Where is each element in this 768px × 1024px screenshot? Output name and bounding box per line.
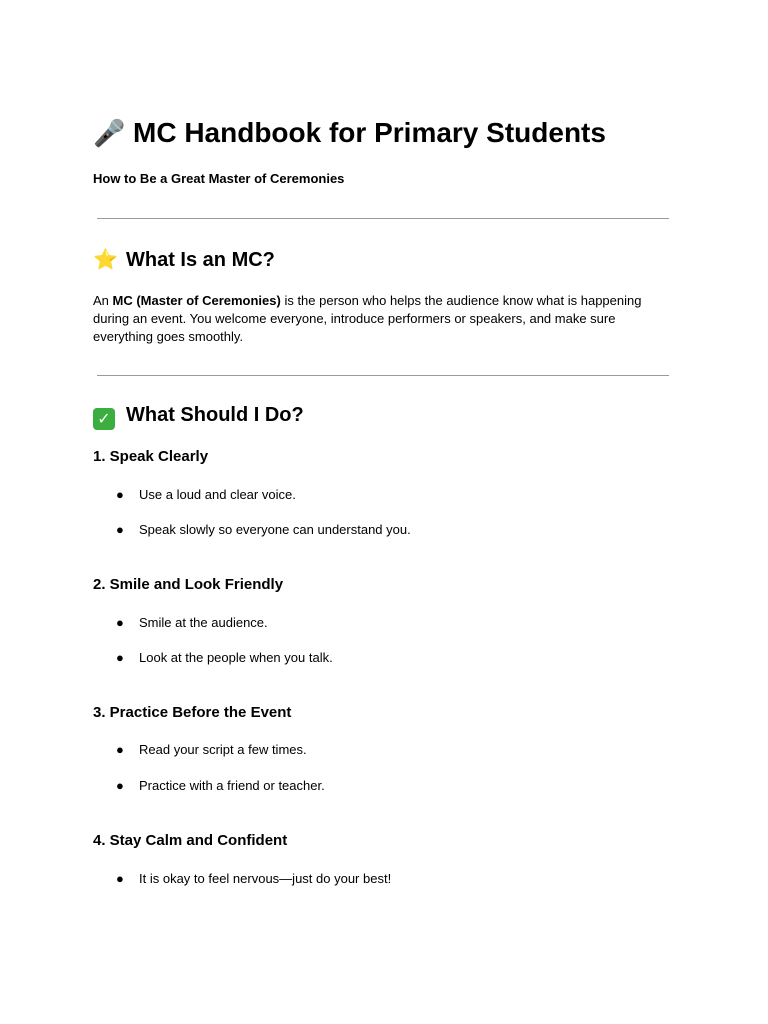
list-item-text: It is okay to feel nervous—just do your best! [139, 871, 392, 886]
paragraph-text: is the person who helps the audience know what is happening during an event. You welcome everyone, introduce performers or speakers, and make sure everything goes smoothly. [93, 293, 642, 344]
divider [97, 218, 669, 219]
section-heading-what-is-mc [93, 245, 275, 274]
list-item-text: Read your script a few times. [139, 742, 307, 757]
bullet-icon: ● [116, 778, 124, 793]
bullet-icon: ● [116, 650, 124, 665]
bullet-icon: ● [116, 871, 124, 886]
microphone-icon: 🎤 [93, 119, 126, 149]
document-title [93, 114, 606, 153]
mc-definition-paragraph [93, 292, 673, 346]
tip-heading: 3. Practice Before the Event [93, 704, 292, 721]
check-mark-icon: ✓ [93, 408, 115, 430]
tip-heading: 1. Speak Clearly [93, 448, 209, 465]
section-heading-text: What Is an MC? [126, 249, 275, 271]
list-item-text: Speak slowly so everyone can understand you. [139, 522, 411, 537]
tip-heading: 4. Stay Calm and Confident [93, 832, 288, 849]
tip-heading: 2. Smile and Look Friendly [93, 576, 284, 593]
divider [97, 375, 669, 376]
document-subtitle: How to Be a Great Master of Ceremonies [93, 171, 345, 186]
section-heading-text: What Should I Do? [126, 404, 304, 426]
bullet-icon: ● [116, 742, 124, 757]
document-title-text: MC Handbook for Primary Students [133, 117, 606, 148]
star-icon: ⭐ [93, 247, 118, 271]
paragraph-lead: An [93, 293, 113, 308]
section-heading-what-should-i-do [93, 401, 304, 430]
list-item-text: Look at the people when you talk. [139, 650, 333, 665]
bullet-icon: ● [116, 522, 124, 537]
bullet-icon: ● [116, 487, 124, 502]
list-item-text: Practice with a friend or teacher. [139, 778, 325, 793]
paragraph-bold-term: MC (Master of Ceremonies) [112, 293, 281, 308]
list-item-text: Smile at the audience. [139, 615, 268, 630]
list-item-text: Use a loud and clear voice. [139, 487, 296, 502]
bullet-icon: ● [116, 615, 124, 630]
